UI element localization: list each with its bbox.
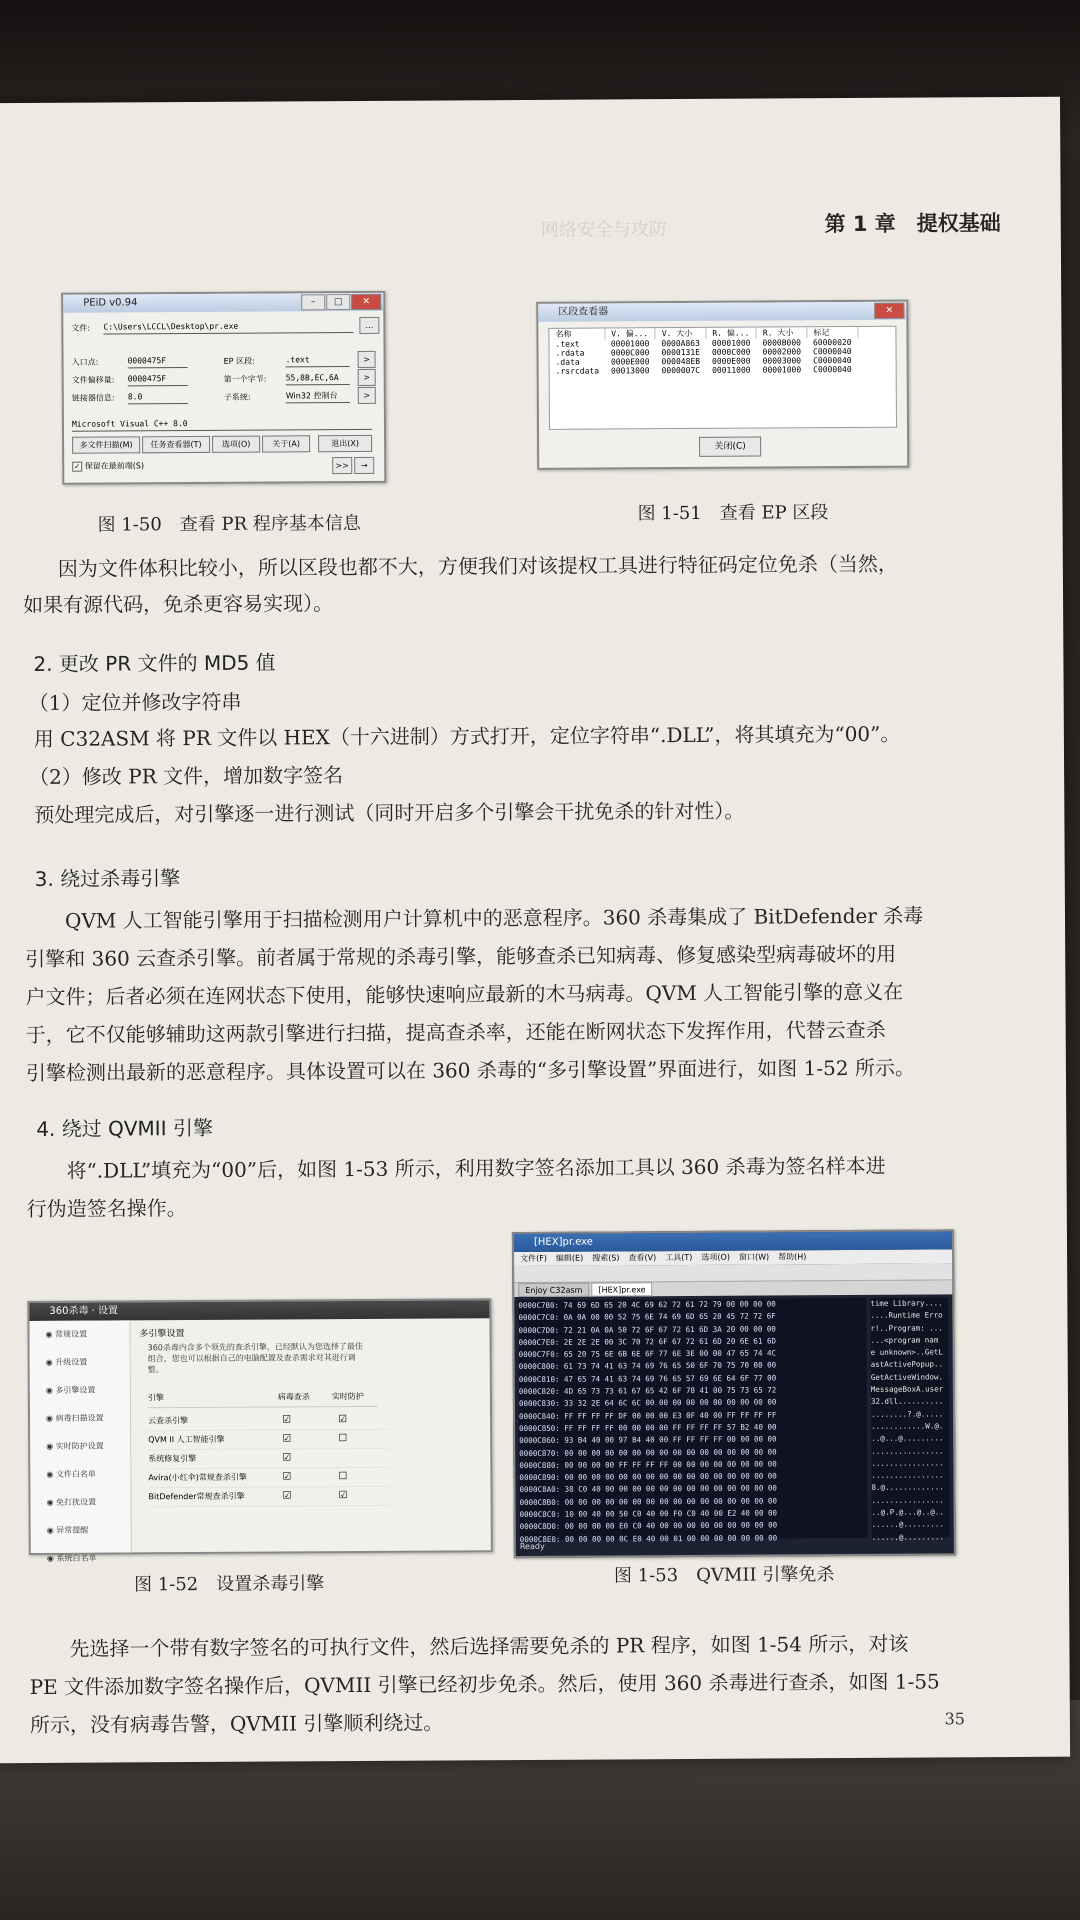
table-cell: 00002000: [762, 347, 802, 357]
section-viewer-title: 区段查看器: [558, 306, 609, 318]
table-cell: 00011000: [712, 365, 751, 375]
sidebar-item[interactable]: [29, 1320, 129, 1349]
sidebar-item[interactable]: [30, 1404, 130, 1433]
settings-sidebar: [29, 1320, 131, 1563]
table-header[interactable]: V. 大小: [655, 328, 706, 339]
ascii-row: ................: [871, 1495, 944, 1505]
hex-row: 0000C800: 61 73 74 41 63 74 69 76 65 50 6F 70 75 70 00 00: [518, 1360, 777, 1372]
scan-checkbox[interactable]: ☑: [282, 1433, 292, 1445]
table-header[interactable]: 名称: [549, 328, 604, 339]
page-number: 35: [944, 1709, 965, 1729]
engine-name: 云查杀引擎: [148, 1416, 189, 1426]
ascii-row: 8.@.............: [871, 1482, 944, 1493]
paragraph-4-line-3: 户文件；后者必须在连网状态下使用，能够快速响应最新的木马病毒。QVM 人工智能引擎的意义在: [25, 979, 904, 1010]
engine-name: 系统修复引擎: [148, 1454, 197, 1464]
file-offset-label: 文件偏移量:: [71, 375, 115, 385]
engine-row: [148, 1468, 388, 1488]
sidebar-icon: ◉: [45, 1329, 56, 1339]
scan-checkbox[interactable]: ☑: [282, 1490, 292, 1502]
menu-item[interactable]: 帮助(H): [778, 1252, 807, 1262]
book-page: [0, 97, 1070, 1764]
heading-2: 2. 更改 PR 文件的 MD5 值: [33, 650, 276, 676]
sidebar-item[interactable]: [30, 1460, 130, 1489]
settings-title: 360杀毒 · 设置: [49, 1305, 119, 1317]
table-cell: 0000131E: [661, 347, 700, 358]
linker-field[interactable]: 8.0: [128, 391, 188, 404]
ascii-row: ........?.@.....: [871, 1409, 944, 1419]
table-cell: 00003000: [762, 356, 802, 366]
sidebar-icon: ◉: [46, 1553, 57, 1563]
ascii-row: ................: [871, 1446, 944, 1456]
ascii-row: e unknown>..GetL: [870, 1347, 943, 1358]
sidebar-item[interactable]: [30, 1432, 130, 1461]
table-header[interactable]: R. 大小: [756, 327, 807, 338]
tab-bar: [514, 1280, 952, 1297]
table-row[interactable]: [550, 365, 858, 376]
paragraph-6-line-2: PE 文件添加数字签名操作后，QVMII 引擎已经初步免杀。然后，使用 360 杀毒进行查杀，如图 1-55: [29, 1669, 940, 1700]
menu-item[interactable]: 选项(O): [701, 1252, 730, 1262]
hex-row: 0000C7F0: 65 20 75 6E 6B 6E 6F 77 6E 3E 00 00 47 65 74 4C: [518, 1348, 777, 1360]
col-scan: 病毒查杀: [277, 1392, 310, 1402]
peid-title: PEiD v0.94: [83, 297, 138, 309]
ascii-row: ...<program nam: [870, 1335, 939, 1345]
hex-row: 0000C7C0: 0A 0A 00 00 52 75 6E 74 69 6D 65 20 45 72 72 6F: [518, 1311, 776, 1323]
sidebar-item-label: 系统白名单: [56, 1553, 97, 1563]
engine-row: [148, 1449, 388, 1469]
col-engine: 引擎: [147, 1393, 164, 1403]
maximize-icon[interactable]: □: [326, 294, 350, 310]
table-cell: 0000A863: [661, 338, 700, 349]
table-cell: 00001000: [610, 339, 650, 349]
hex-pane[interactable]: [518, 1298, 867, 1544]
browse-button[interactable]: …: [359, 317, 379, 334]
hex-row: 0000C870: 00 00 00 00 00 00 00 00 00 00 00 00 00 00 00 00: [519, 1447, 777, 1458]
detection-result: Microsoft Visual C++ 8.0: [72, 417, 372, 432]
stay-on-top-checkbox[interactable]: [72, 460, 144, 471]
paragraph-5-line-2: 行伪造签名操作。: [26, 1196, 187, 1222]
realtime-checkbox[interactable]: ☐: [338, 1433, 348, 1445]
task-viewer-button[interactable]: 任务查看器(T): [142, 436, 210, 453]
heading-3: 3. 绕过杀毒引擎: [34, 866, 181, 891]
section-title: 多引擎设置: [139, 1329, 185, 1340]
ascii-row: ............W.@.: [871, 1421, 944, 1431]
show-through-text: 网络安全与攻防: [540, 219, 667, 241]
figure-1-52-360-settings: [27, 1298, 493, 1563]
table-header[interactable]: 标记: [807, 327, 858, 338]
ascii-row: astActivePopup..: [870, 1359, 944, 1370]
close-icon[interactable]: ✕: [351, 294, 381, 310]
ascii-row: r!..Program: ...: [870, 1323, 943, 1333]
figure-1-50-peid: [61, 291, 386, 485]
file-label: 文件:: [71, 323, 91, 333]
engine-row: [148, 1411, 388, 1431]
paragraph-4-line-4: 于，它不仅能够辅助这两款引擎进行扫描，提高查杀率，还能在断网状态下发挥作用，代替云查杀: [25, 1017, 886, 1048]
ep-section-button[interactable]: >: [358, 351, 376, 368]
sidebar-icon: ◉: [45, 1385, 56, 1395]
heading-4: 4. 绕过 QVMII 引擎: [36, 1115, 213, 1141]
hex-row: 0000C890: 00 00 00 00 00 00 00 00 00 00 00 00 00 00 00 00: [519, 1471, 777, 1483]
menu-item[interactable]: 查看(V): [628, 1253, 657, 1263]
realtime-checkbox[interactable]: ☑: [338, 1414, 348, 1426]
sidebar-icon: ◉: [46, 1441, 56, 1451]
menu-item[interactable]: 编辑(E): [555, 1253, 584, 1263]
figure-1-51-section-viewer: [536, 300, 909, 470]
table-cell: 0000E000: [711, 356, 751, 366]
hex-row: 0000C830: 33 32 2E 64 6C 6C 00 00 00 00 00 00 00 00 00 00: [518, 1397, 777, 1409]
sidebar-item-label: 异常提醒: [56, 1525, 89, 1535]
tab[interactable]: Enjoy C32asm: [518, 1283, 589, 1297]
paragraph-4-line-1: QVM 人工智能引擎用于扫描检测用户计算机中的恶意程序。360 杀毒集成了 BitDefender 杀毒: [64, 903, 924, 933]
hex-row: 0000C810: 47 65 74 41 63 74 69 76 65 57 69 6E 64 6F 77 00: [518, 1373, 777, 1384]
table-cell: C0000040: [813, 346, 852, 357]
settings-titlebar: [29, 1300, 489, 1321]
figure-1-53-caption: 图 1-53 QVMII 引擎免杀: [613, 1564, 835, 1587]
table-cell: C0000040: [813, 364, 852, 375]
paragraph-1-line-1: 因为文件体积比较小，所以区段也都不大，方便我们对该提权工具进行特征码定位免杀（当然，: [57, 551, 898, 581]
file-offset-field[interactable]: 0000475F: [128, 373, 188, 386]
sidebar-item-label: 免打扰设置: [56, 1497, 97, 1507]
paragraph-3: 预处理完成后，对引擎逐一进行测试（同时开启多个引擎会干扰免杀的针对性）。: [34, 798, 745, 827]
figure-1-50-caption: 图 1-50 查看 PR 程序基本信息: [97, 512, 361, 536]
close-icon[interactable]: ✕: [874, 303, 904, 319]
table-header[interactable]: R. 偏...: [706, 328, 757, 339]
ep-section-label: EP 区段:: [223, 356, 255, 366]
more-button[interactable]: >>: [332, 457, 352, 474]
engine-list: [148, 1411, 389, 1507]
table-cell: 0000E000: [610, 357, 650, 367]
sidebar-item[interactable]: [30, 1376, 130, 1405]
status-bar: Ready: [519, 1541, 545, 1552]
table-cell: .data: [555, 357, 580, 367]
hex-row: 0000C880: 00 00 00 00 FF FF FF FF 00 00 00 00 00 00 00 00: [519, 1459, 777, 1470]
subsystem-field[interactable]: Win32 控制台: [286, 390, 350, 403]
subsystem-button[interactable]: >: [358, 387, 376, 404]
exit-button[interactable]: 退出(X): [318, 435, 372, 452]
file-path-field[interactable]: C:\Users\LCCL\Desktop\pr.exe: [103, 320, 353, 335]
section-table: [549, 327, 858, 376]
ascii-row: 32.dll..........: [870, 1396, 944, 1407]
sidebar-item-label: 实时防护设置: [55, 1441, 104, 1451]
scan-checkbox[interactable]: ☑: [282, 1414, 292, 1426]
hex-row: 0000C8D0: 00 00 00 00 E0 C0 40 00 00 00 00 00 00 00 00 00: [519, 1520, 778, 1532]
tab[interactable]: [HEX]pr.exe: [591, 1282, 652, 1296]
ascii-pane[interactable]: [870, 1297, 949, 1542]
ascii-row: ................: [871, 1470, 944, 1481]
scan-checkbox[interactable]: ☑: [282, 1471, 292, 1483]
linker-label: 链接器信息:: [71, 393, 115, 403]
hex-row: 0000C850: FF FF FF FF 00 00 00 00 FF FF FF FF 57 B2 40 00: [519, 1422, 777, 1433]
paragraph-4-line-5: 引擎检测出最新的恶意程序。具体设置可以在 360 杀毒的“多引擎设置”界面进行，如图 1-52 所示。: [25, 1055, 915, 1086]
table-header[interactable]: V. 偏...: [605, 328, 656, 339]
menu-item[interactable]: 文件(F): [520, 1253, 547, 1264]
scan-checkbox[interactable]: ☑: [282, 1452, 292, 1464]
sidebar-item[interactable]: [30, 1488, 130, 1517]
subheading-2: （2）修改 PR 文件，增加数字签名: [29, 763, 344, 790]
paragraph-5-line-1: 将“.DLL”填充为“00”后，如图 1-53 所示，利用数字签名添加工具以 360 杀毒为签名样本进: [66, 1153, 886, 1183]
ascii-row: ......@.........: [871, 1532, 945, 1542]
table-cell: 000048EB: [661, 356, 701, 367]
col-realtime: 实时防护: [331, 1391, 364, 1402]
hex-row: 0000C860: 93 B4 40 00 97 B4 40 00 FF FF FF FF 00 00 00 00: [519, 1434, 777, 1446]
hex-row: 0000C7E0: 2E 2E 2E 00 3C 70 72 6F 67 72 61 6D 20 6E 61 6D: [518, 1336, 777, 1347]
hex-row: 0000C820: 4D 65 73 73 61 67 65 42 6F 78 41 00 75 73 65 72: [518, 1385, 777, 1397]
realtime-checkbox[interactable]: ☐: [338, 1471, 348, 1483]
figure-1-51-caption: 图 1-51 查看 EP 区段: [637, 502, 829, 525]
peid-titlebar: [63, 293, 383, 313]
sidebar-item[interactable]: [31, 1544, 131, 1573]
sidebar-icon: ◉: [46, 1413, 56, 1423]
ascii-row: ..@...@.........: [871, 1433, 944, 1444]
figure-1-52-caption: 图 1-52 设置杀毒引擎: [133, 1573, 325, 1596]
first-byte-button[interactable]: >: [358, 369, 376, 386]
sidebar-item-label: 常规设置: [55, 1329, 88, 1339]
subheading-1: （1）定位并修改字符串: [28, 689, 242, 716]
menu-item[interactable]: 窗口(W): [738, 1252, 770, 1262]
table-cell: .rdata: [555, 348, 585, 358]
stay-on-top-label: 保留在最前端(S): [84, 461, 145, 471]
multi-scan-button[interactable]: 多文件扫描(M): [72, 436, 140, 453]
sidebar-icon: ◉: [46, 1497, 57, 1507]
menu-item[interactable]: 工具(T): [665, 1252, 693, 1263]
ascii-row: ..@.P.@...@..@..: [871, 1507, 944, 1517]
engine-name: BitDefender常规查杀引擎: [148, 1491, 245, 1502]
entry-point-field[interactable]: 0000475F: [128, 355, 188, 368]
hex-row: 0000C7B0: 74 69 6D 65 20 4C 69 62 72 61 72 79 00 00 00 00: [518, 1299, 776, 1311]
first-byte-field[interactable]: 55,8B,EC,6A: [286, 372, 350, 385]
table-cell: 0000B000: [762, 338, 802, 348]
minimize-icon[interactable]: –: [301, 294, 325, 310]
engine-name: Avira(小红伞)常规查杀引擎: [148, 1472, 247, 1483]
table-cell: 0000C000: [711, 347, 751, 357]
section-list[interactable]: [548, 326, 897, 430]
sidebar-item-label: 多引擎设置: [55, 1385, 96, 1395]
ep-section-field[interactable]: .text: [286, 354, 350, 367]
hex-row: 0000C8B0: 00 00 00 00 00 00 00 00 00 00 00 00 00 00 00 00: [519, 1496, 777, 1507]
hex-row: 0000C840: FF FF FF FF DF 00 00 00 E3 0F 40 00 FF FF FF FF: [519, 1410, 777, 1421]
close-button[interactable]: 关闭(C): [699, 437, 761, 457]
engine-row: [148, 1430, 388, 1450]
about-button[interactable]: 关于(A): [262, 435, 310, 452]
section-description: 360杀毒内含多个领先的查杀引擎，已经默认为您选择了最佳组合，您也可以根据自己的电脑配置及查杀需求对其进行调整。: [147, 1341, 363, 1375]
table-cell: 00001000: [711, 338, 751, 348]
engine-name: QVM II 人工智能引擎: [148, 1434, 225, 1445]
sidebar-item-label: 病毒扫描设置: [55, 1413, 104, 1423]
sidebar-item-label: 文件白名单: [55, 1469, 96, 1479]
ascii-row: GetActiveWindow.: [870, 1372, 944, 1382]
sidebar-icon: ◉: [46, 1469, 56, 1479]
table-cell: C0000040: [813, 355, 852, 366]
table-cell: 60000020: [812, 337, 852, 348]
menu-item[interactable]: 搜索(S): [592, 1253, 620, 1263]
table-cell: 00001000: [762, 365, 802, 375]
subsystem-label: 子系统:: [223, 392, 251, 402]
figure-1-53-hex-editor: [512, 1229, 956, 1558]
table-cell: 0000007C: [661, 365, 701, 376]
hex-row: 0000C7D0: 72 21 0A 0A 50 72 6F 67 72 61 6D 3A 20 00 00 00: [518, 1324, 776, 1335]
chapter-header: 第 1 章 提权基础: [824, 211, 1001, 237]
ascii-row: ................: [871, 1458, 944, 1468]
divider: [148, 1406, 378, 1408]
hex-row: 0000C8C0: 10 00 40 00 50 C0 40 00 F0 C0 40 00 E2 40 00 00: [519, 1508, 778, 1520]
ascii-row: time Library....: [870, 1298, 943, 1308]
ascii-row: MessageBoxA.user: [870, 1384, 944, 1394]
checkbox-icon: ✓: [72, 462, 82, 472]
entry-point-label: 入口点:: [71, 357, 99, 367]
first-byte-label: 第一个字节:: [223, 374, 267, 384]
sidebar-item-label: 升级设置: [55, 1357, 88, 1367]
table-cell: 0000C000: [610, 348, 650, 358]
hex-titlebar: [514, 1231, 952, 1252]
arrow-button[interactable]: →: [354, 457, 374, 474]
paragraph-6-line-1: 先选择一个带有数字签名的可执行文件，然后选择需要免杀的 PR 程序，如图 1-54 所示，对该: [69, 1631, 909, 1661]
hex-row: 0000C8A0: 38 C0 40 00 00 00 00 00 00 00 00 00 00 00 00 00: [519, 1483, 777, 1495]
paragraph-1-line-2: 如果有源代码，免杀更容易实现）。: [23, 591, 334, 618]
table-cell: .rsrcdata: [555, 366, 600, 376]
engine-row: [148, 1487, 388, 1507]
paragraph-6-line-3: 所示，没有病毒告警，QVMII 引擎顺利绕过。: [29, 1710, 444, 1738]
ascii-row: ......@.........: [871, 1519, 944, 1530]
paragraph-4-line-2: 引擎和 360 云查杀引擎。前者属于常规的杀毒引擎，能够查杀已知病毒、修复感染型病毒破坏的用: [25, 941, 897, 972]
realtime-checkbox[interactable]: ☑: [338, 1490, 348, 1502]
table-cell: 00013000: [610, 366, 650, 376]
section-viewer-titlebar: [538, 302, 906, 322]
hex-title: [HEX]pr.exe: [533, 1236, 593, 1248]
sidebar-item[interactable]: [30, 1348, 130, 1377]
sidebar-icon: ◉: [46, 1525, 57, 1535]
options-button[interactable]: 选项(O): [212, 436, 260, 453]
paragraph-2: 用 C32ASM 将 PR 文件以 HEX（十六进制）方式打开，定位字符串“.DLL”，将其填充为“00”。: [33, 721, 901, 751]
table-cell: .text: [555, 339, 580, 349]
sidebar-icon: ◉: [45, 1357, 56, 1367]
hex-row: 0000C8E0: 00 00 00 00 0C E0 40 00 01 00 00 00 00 00 00 00: [519, 1533, 778, 1544]
sidebar-item[interactable]: [31, 1516, 131, 1545]
ascii-row: ....Runtime Erro: [870, 1310, 943, 1321]
